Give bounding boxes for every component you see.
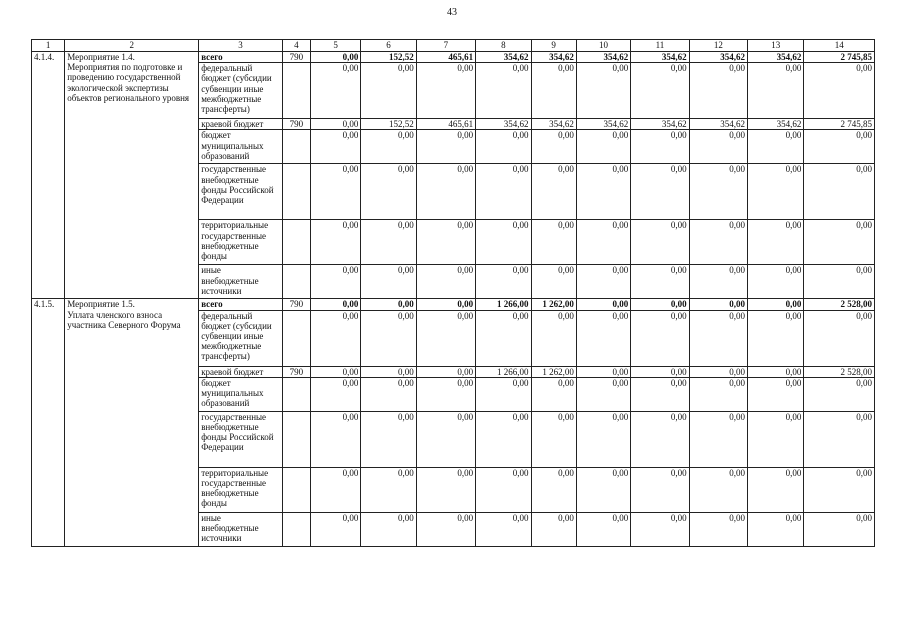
year-value: 0,00 [631,366,689,377]
budget-code [282,467,310,512]
year-value: 0,00 [361,164,416,220]
header-cell: 1 [32,40,65,52]
header-cell: 9 [531,40,576,52]
year-value: 0,00 [689,220,747,265]
year-value: 0,00 [689,512,747,546]
year-value: 0,00 [631,512,689,546]
year-value: 0,00 [310,220,360,265]
year-value: 0,00 [531,467,576,512]
year-value: 1 262,00 [531,366,576,377]
funding-source: федеральный бюджет (субсидии субвенции иные межбюджетные трансферты) [199,63,283,119]
year-value: 0,00 [631,63,689,119]
total-value: 0,00 [804,63,875,119]
year-value: 0,00 [361,63,416,119]
total-value: 0,00 [804,265,875,299]
year-value: 0,00 [476,377,531,411]
header-cell: 12 [689,40,747,52]
funding-source: государственные внебюджетные фонды Российской Федерации [199,164,283,220]
year-value: 0,00 [310,119,360,130]
year-value: 0,00 [416,63,475,119]
header-cell: 6 [361,40,416,52]
budget-code [282,130,310,164]
year-value: 0,00 [576,265,630,299]
year-value: 0,00 [361,411,416,467]
year-value: 354,62 [476,52,531,63]
header-cell: 4 [282,40,310,52]
year-value: 0,00 [416,310,475,366]
year-value: 354,62 [531,119,576,130]
year-value: 0,00 [416,220,475,265]
year-value: 0,00 [689,467,747,512]
total-value: 0,00 [804,377,875,411]
year-value: 0,00 [476,220,531,265]
year-value: 465,61 [416,119,475,130]
year-value: 0,00 [748,164,804,220]
budget-code [282,512,310,546]
year-value: 0,00 [531,63,576,119]
year-value: 0,00 [416,467,475,512]
year-value: 0,00 [631,265,689,299]
table-row [32,52,875,63]
year-value: 0,00 [361,467,416,512]
table-body [32,40,875,547]
year-value: 0,00 [416,377,475,411]
budget-code [282,220,310,265]
item-number: 4.1.4. [32,52,65,299]
year-value: 0,00 [576,467,630,512]
year-value: 0,00 [748,377,804,411]
year-value: 0,00 [476,265,531,299]
budget-code [282,63,310,119]
budget-code [282,411,310,467]
year-value: 0,00 [748,310,804,366]
budget-code [282,265,310,299]
year-value: 0,00 [631,299,689,310]
year-value: 0,00 [416,164,475,220]
year-value: 0,00 [576,377,630,411]
year-value: 0,00 [361,130,416,164]
header-cell: 3 [199,40,283,52]
year-value: 0,00 [631,411,689,467]
year-value: 0,00 [361,366,416,377]
year-value: 0,00 [531,265,576,299]
year-value: 0,00 [476,467,531,512]
year-value: 0,00 [531,220,576,265]
header-cell: 11 [631,40,689,52]
year-value: 354,62 [476,119,531,130]
total-value: 0,00 [804,130,875,164]
total-value: 0,00 [804,310,875,366]
year-value: 0,00 [531,411,576,467]
header-row [32,40,875,52]
year-value: 0,00 [631,377,689,411]
year-value: 354,62 [748,52,804,63]
total-value: 0,00 [804,220,875,265]
year-value: 0,00 [576,310,630,366]
year-value: 0,00 [576,366,630,377]
year-value: 0,00 [310,411,360,467]
year-value: 0,00 [416,265,475,299]
year-value: 354,62 [631,119,689,130]
year-value: 0,00 [531,512,576,546]
year-value: 0,00 [416,366,475,377]
header-cell: 2 [65,40,199,52]
funding-source: краевой бюджет [199,366,283,377]
year-value: 0,00 [476,130,531,164]
year-value: 465,61 [416,52,475,63]
year-value: 0,00 [310,310,360,366]
page-number: 43 [447,7,457,18]
year-value: 354,62 [531,52,576,63]
year-value: 0,00 [576,299,630,310]
year-value: 0,00 [748,512,804,546]
budget-code [282,310,310,366]
header-cell: 7 [416,40,475,52]
year-value: 0,00 [416,411,475,467]
year-value: 0,00 [748,299,804,310]
year-value: 0,00 [748,265,804,299]
year-value: 0,00 [361,377,416,411]
year-value: 0,00 [476,164,531,220]
funding-source: государственные внебюджетные фонды Российской Федерации [199,411,283,467]
total-value: 2 745,85 [804,52,875,63]
total-value: 2 528,00 [804,299,875,310]
year-value: 0,00 [416,512,475,546]
header-cell: 14 [804,40,875,52]
budget-code: 790 [282,119,310,130]
budget-code: 790 [282,366,310,377]
header-cell: 10 [576,40,630,52]
header-cell: 8 [476,40,531,52]
item-name: Мероприятие 1.5. Уплата членского взноса участника Северного Форума [65,299,199,546]
year-value: 0,00 [748,63,804,119]
year-value: 0,00 [416,299,475,310]
budget-code: 790 [282,52,310,63]
year-value: 0,00 [310,52,360,63]
year-value: 0,00 [689,310,747,366]
year-value: 0,00 [576,411,630,467]
year-value: 0,00 [531,130,576,164]
year-value: 0,00 [310,130,360,164]
year-value: 354,62 [689,52,747,63]
year-value: 1 266,00 [476,366,531,377]
total-value: 0,00 [804,467,875,512]
funding-source: федеральный бюджет (субсидии субвенции иные межбюджетные трансферты) [199,310,283,366]
year-value: 1 266,00 [476,299,531,310]
year-value: 0,00 [310,512,360,546]
year-value: 0,00 [576,63,630,119]
item-number: 4.1.5. [32,299,65,546]
year-value: 0,00 [576,164,630,220]
funding-source: бюджет муниципальных образований [199,130,283,164]
year-value: 0,00 [689,164,747,220]
header-cell: 13 [748,40,804,52]
year-value: 152,52 [361,119,416,130]
year-value: 0,00 [361,265,416,299]
funding-source: краевой бюджет [199,119,283,130]
year-value: 0,00 [748,220,804,265]
year-value: 0,00 [476,63,531,119]
budget-code [282,377,310,411]
year-value: 0,00 [310,164,360,220]
funding-source: бюджет муниципальных образований [199,377,283,411]
year-value: 0,00 [631,164,689,220]
year-value: 0,00 [531,164,576,220]
year-value: 0,00 [689,299,747,310]
year-value: 0,00 [310,467,360,512]
year-value: 0,00 [576,220,630,265]
year-value: 0,00 [748,411,804,467]
total-value: 2 528,00 [804,366,875,377]
year-value: 0,00 [748,467,804,512]
year-value: 354,62 [631,52,689,63]
total-value: 2 745,85 [804,119,875,130]
funding-source: всего [199,299,283,310]
header-cell: 5 [310,40,360,52]
year-value: 0,00 [310,299,360,310]
year-value: 0,00 [531,377,576,411]
funding-source: всего [199,52,283,63]
year-value: 0,00 [748,366,804,377]
year-value: 0,00 [631,467,689,512]
funding-source: территориальные государственные внебюджетные фонды [199,220,283,265]
total-value: 0,00 [804,164,875,220]
funding-source: иные внебюджетные источники [199,512,283,546]
year-value: 0,00 [631,310,689,366]
year-value: 354,62 [689,119,747,130]
year-value: 0,00 [310,63,360,119]
year-value: 354,62 [576,119,630,130]
total-value: 0,00 [804,411,875,467]
budget-code: 790 [282,299,310,310]
year-value: 0,00 [689,130,747,164]
table-row [32,299,875,310]
year-value: 354,62 [748,119,804,130]
budget-code [282,164,310,220]
year-value: 0,00 [531,310,576,366]
year-value: 0,00 [689,265,747,299]
year-value: 0,00 [689,411,747,467]
total-value: 0,00 [804,512,875,546]
year-value: 0,00 [361,299,416,310]
year-value: 0,00 [416,130,475,164]
year-value: 0,00 [310,366,360,377]
funding-source: иные внебюджетные источники [199,265,283,299]
year-value: 0,00 [310,377,360,411]
year-value: 0,00 [631,220,689,265]
item-name: Мероприятие 1.4. Мероприятия по подготовке и проведению государственной экологической экспертизы объектов регионального уровня [65,52,199,299]
year-value: 354,62 [576,52,630,63]
budget-table [31,39,875,547]
year-value: 152,52 [361,52,416,63]
year-value: 0,00 [361,310,416,366]
year-value: 0,00 [689,63,747,119]
year-value: 1 262,00 [531,299,576,310]
year-value: 0,00 [361,512,416,546]
year-value: 0,00 [631,130,689,164]
year-value: 0,00 [576,130,630,164]
year-value: 0,00 [476,411,531,467]
funding-source: территориальные государственные внебюджетные фонды [199,467,283,512]
year-value: 0,00 [748,130,804,164]
year-value: 0,00 [310,265,360,299]
year-value: 0,00 [576,512,630,546]
year-value: 0,00 [476,310,531,366]
year-value: 0,00 [361,220,416,265]
year-value: 0,00 [476,512,531,546]
year-value: 0,00 [689,377,747,411]
year-value: 0,00 [689,366,747,377]
